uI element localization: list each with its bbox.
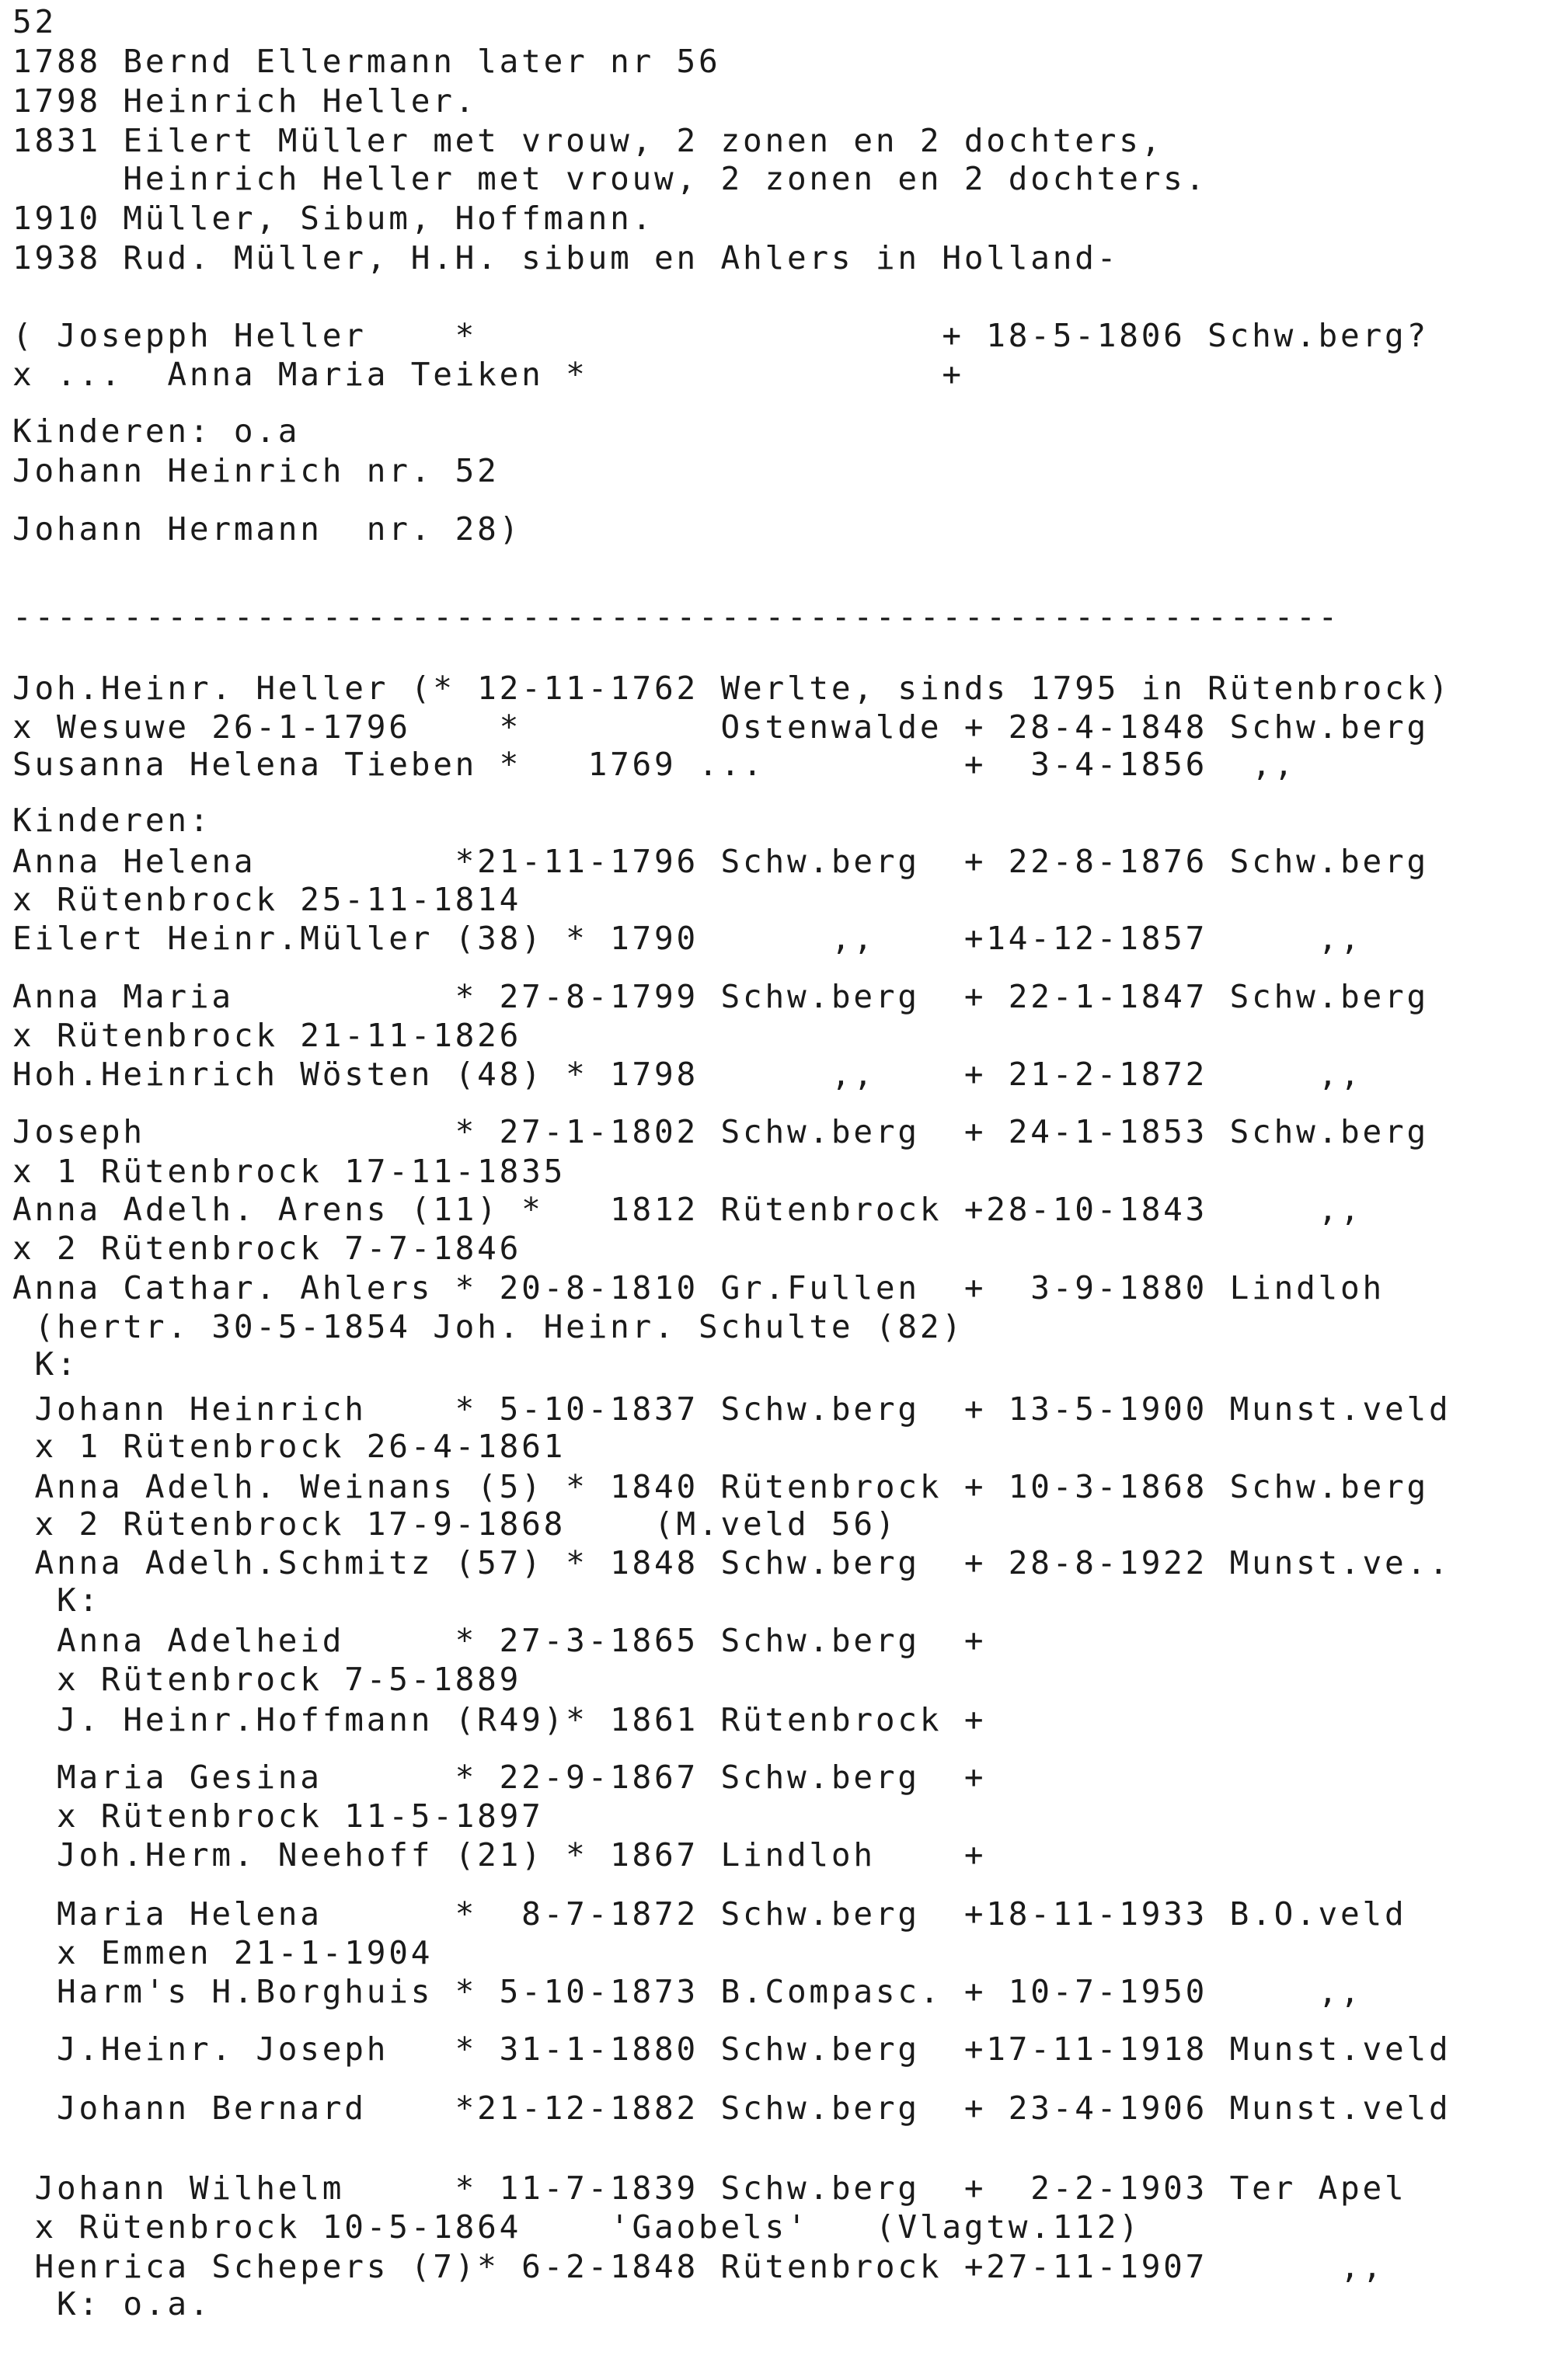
record-line: x ... Anna Maria Teiken * + (12, 356, 964, 393)
record-line: Johann Heinrich * 5-10-1837 Schw.berg + 13-5-1900 Munst.veld (12, 1390, 1451, 1428)
children-heading: K: (12, 1345, 79, 1383)
record-line: Anna Adelheid * 27-3-1865 Schw.berg + (12, 1622, 987, 1659)
record-line: Anna Cathar. Ahlers * 20-8-1810 Gr.Fullen + 3-9-1880 Lindloh (12, 1269, 1385, 1307)
history-line: 1798 Heinrich Heller. (12, 82, 478, 120)
record-line: Maria Helena * 8-7-1872 Schw.berg +18-11-1933 B.O.veld (12, 1895, 1407, 1933)
record-line: Joseph * 27-1-1802 Schw.berg + 24-1-1853 Schw.berg (12, 1113, 1429, 1150)
record-line: (hertr. 30-5-1854 Joh. Heinr. Schulte (82) (12, 1308, 964, 1345)
children-heading: Kinderen: o.a (12, 412, 301, 450)
record-line: Hoh.Heinrich Wösten (48) * 1798 ,, + 21-2-1872 ,, (12, 1056, 1363, 1093)
history-line: 1831 Eilert Müller met vrouw, 2 zonen en 2 dochters, (12, 122, 1164, 159)
record-line: Joh.Herm. Neehoff (21) * 1867 Lindloh + (12, 1836, 987, 1874)
record-line: ( Josepph Heller * + 18-5-1806 Schw.berg? (12, 317, 1429, 354)
record-line: x 1 Rütenbrock 17-11-1835 (12, 1153, 566, 1190)
record-line: x 2 Rütenbrock 7-7-1846 (12, 1230, 522, 1267)
record-line: Anna Adelh. Weinans (5) * 1840 Rütenbrock + 10-3-1868 Schw.berg (12, 1468, 1429, 1505)
record-line: x Rütenbrock 25-11-1814 (12, 881, 522, 918)
page-number: 52 (12, 3, 57, 40)
record-line: x Emmen 21-1-1904 (12, 1934, 434, 1971)
record-line: x 1 Rütenbrock 26-4-1861 (12, 1428, 566, 1465)
record-line: Joh.Heinr. Heller (* 12-11-1762 Werlte, sinds 1795 in Rütenbrock) (12, 670, 1451, 707)
record-line: x Wesuwe 26-1-1796 * Ostenwalde + 28-4-1848 Schw.berg (12, 708, 1429, 746)
children-heading: Kinderen: (12, 802, 212, 839)
record-line: Susanna Helena Tieben * 1769 ... + 3-4-1856 ,, (12, 746, 1297, 783)
record-line: x Rütenbrock 7-5-1889 (12, 1661, 522, 1698)
history-line: Heinrich Heller met vrouw, 2 zonen en 2 dochters. (12, 160, 1208, 197)
history-line: 1910 Müller, Sibum, Hoffmann. (12, 200, 655, 237)
record-line: Anna Maria * 27-8-1799 Schw.berg + 22-1-1847 Schw.berg (12, 978, 1429, 1015)
record-line: Anna Adelh. Arens (11) * 1812 Rütenbrock +28-10-1843 ,, (12, 1191, 1363, 1228)
record-line: Johann Bernard *21-12-1882 Schw.berg + 23-4-1906 Munst.veld (12, 2089, 1451, 2127)
record-line: Johann Hermann nr. 28) (12, 510, 522, 548)
record-line: Anna Adelh.Schmitz (57) * 1848 Schw.berg + 28-8-1922 Munst.ve.. (12, 1544, 1451, 1581)
history-line: 1788 Bernd Ellermann later nr 56 (12, 43, 721, 80)
history-line: 1938 Rud. Müller, H.H. sibum en Ahlers in Holland- (12, 239, 1120, 277)
record-line: x 2 Rütenbrock 17-9-1868 (M.veld 56) (12, 1505, 898, 1543)
record-line: J. Heinr.Hoffmann (R49)* 1861 Rütenbrock + (12, 1701, 987, 1738)
record-line: x Rütenbrock 11-5-1897 (12, 1797, 544, 1835)
record-line: Eilert Heinr.Müller (38) * 1790 ,, +14-12-1857 ,, (12, 920, 1363, 957)
children-heading: K: o.a. (12, 2285, 212, 2323)
separator-line: ------------------------------------------------------------ (12, 598, 1341, 635)
record-line: Anna Helena *21-11-1796 Schw.berg + 22-8-1876 Schw.berg (12, 843, 1429, 880)
record-line: Maria Gesina * 22-9-1867 Schw.berg + (12, 1759, 987, 1796)
children-heading: K: (12, 1581, 101, 1619)
record-line: J.Heinr. Joseph * 31-1-1880 Schw.berg +17-11-1918 Munst.veld (12, 2030, 1451, 2068)
record-line: x Rütenbrock 21-11-1826 (12, 1017, 522, 1054)
record-line: x Rütenbrock 10-5-1864 'Gaobels' (Vlagtw.112) (12, 2208, 1141, 2246)
record-line: Johann Wilhelm * 11-7-1839 Schw.berg + 2-2-1903 Ter Apel (12, 2169, 1407, 2207)
record-line: Johann Heinrich nr. 52 (12, 452, 500, 489)
record-line: Harm's H.Borghuis * 5-10-1873 B.Compasc. + 10-7-1950 ,, (12, 1973, 1363, 2010)
record-line: Henrica Schepers (7)* 6-2-1848 Rütenbrock +27-11-1907 ,, (12, 2248, 1385, 2285)
